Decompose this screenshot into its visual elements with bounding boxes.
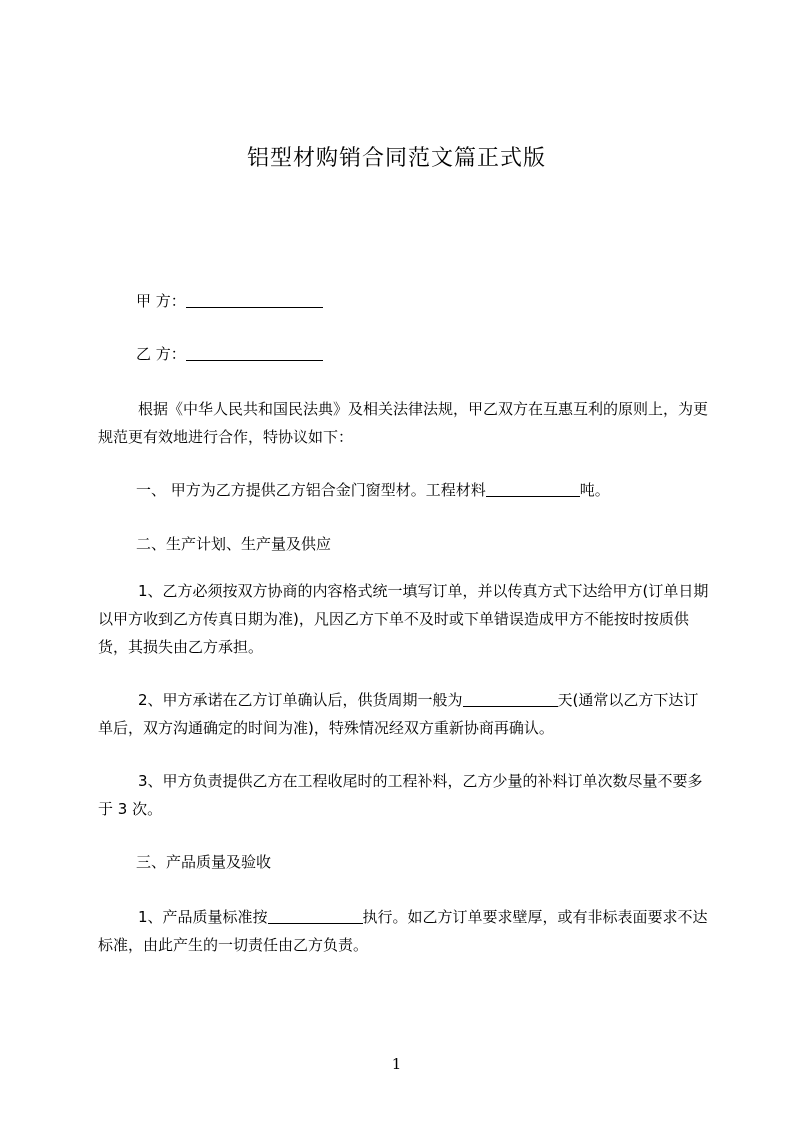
- page-number: 1: [391, 1055, 402, 1073]
- section-2-item-2: [98, 686, 710, 742]
- clause-1: [136, 476, 610, 504]
- section-2-item-1: 1、乙方必须按双方协商的内容格式统一填写订单，并以传真方式下达给甲方(订单日期以甲方收到乙方传真日期为准)，凡因乙方下单不及时或下单错误造成甲方不能按时按质供货，其损失由乙方承担。: [98, 582, 709, 656]
- section-3-item-1-suffix: 执行。如乙方订单要求壁厚，或有非标表面要求不达标准，由此产生的一切责任由乙方负责。: [98, 908, 708, 954]
- preamble-paragraph: 根据《中华人民共和国民法典》及相关法律法规，甲乙双方在互惠互利的原则上，为更规范更有效地进行合作，特协议如下：: [98, 400, 709, 446]
- section-2-item-2-suffix: 天(通常以乙方下达订单后，双方沟通确定的时间为准)，特殊情况经双方重新协商再确认。: [98, 691, 699, 737]
- clause-1-suffix: 吨。: [579, 481, 610, 499]
- party-a-line: [136, 287, 323, 315]
- section-2-item-3: 3、甲方负责提供乙方在工程收尾时的工程补料，乙方少量的补料订单次数尽量不要多于 3 次。: [98, 772, 703, 818]
- clause-1-text: 一、 甲方为乙方提供乙方铝合金门窗型材。工程材料: [136, 481, 486, 499]
- section-3-item-1: [98, 903, 710, 959]
- party-a-label: 甲 方：: [136, 292, 186, 310]
- party-b-blank: [186, 343, 323, 361]
- party-b-line: [136, 340, 323, 368]
- clause-1-blank: [486, 479, 580, 497]
- document-title: 铝型材购销合同范文篇正式版: [246, 146, 546, 171]
- section-3-heading: 三、产品质量及验收: [136, 853, 272, 871]
- section-3-item-1-prefix: 1、产品质量标准按: [138, 908, 268, 926]
- section-2-item-2-prefix: 2、甲方承诺在乙方订单确认后，供货周期一般为: [138, 691, 463, 709]
- quality-standard-blank: [268, 906, 363, 924]
- party-b-label: 乙 方：: [136, 345, 186, 363]
- supply-period-blank: [463, 689, 558, 707]
- party-a-blank: [186, 290, 323, 308]
- section-2-heading: 二、生产计划、生产量及供应: [136, 535, 332, 553]
